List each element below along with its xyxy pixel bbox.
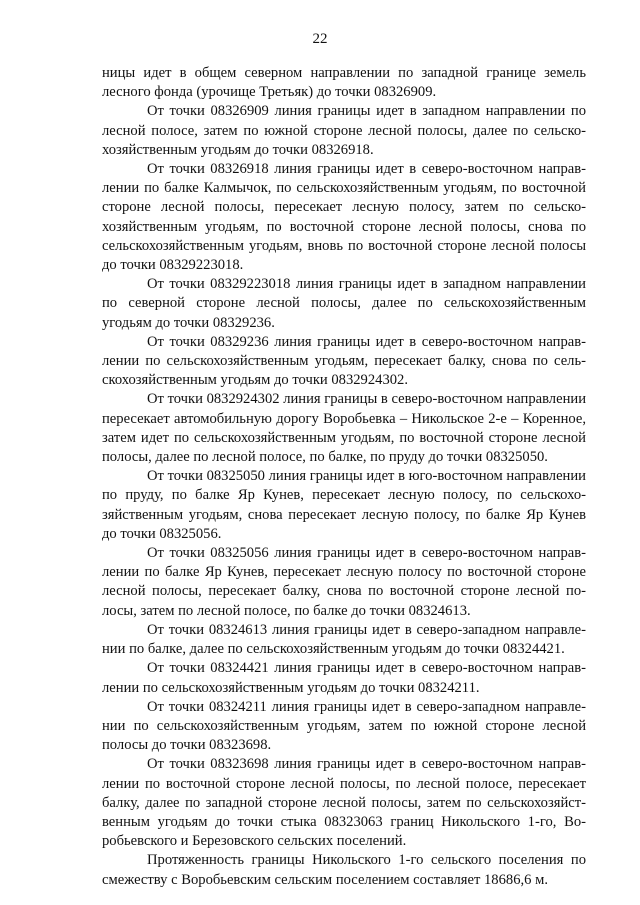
paragraph-6: От точки 0832924302 линия границы в северо-восточном направлении пересекает автомобильную дорогу Воробьевка – Никольское 2-е – Коренное, затем идет по сельскохозяйственным угодьям, по восточной стороне лесной полосы, далее по лесной полосе, по балке, по пруду до точки 08325050.	[102, 391, 586, 466]
paragraph-12: От точки 08323698 линия границы идет в северо-восточном направлении по восточной стороне лесной полосы, по лесной полосе, пересекает балку, далее по западной стороне лесной полосы, затем по сельскохозяйственным угодьям до точки стыка 08323063 границ Никольского 1-го, Воробьевского и Березовского сельских поселений.	[102, 756, 586, 850]
page-number: 22	[312, 31, 328, 47]
paragraph-8: От точки 08325056 линия границы идет в северо-восточном направлении по балке Яр Кунев, пересекает лесную полосу по восточной стороне лесной полосы, пересекает балку, снова по восточной стороне лесной полосы, затем по лесной полосе, по балке до точки 08324613.	[102, 545, 586, 619]
paragraph-2: От точки 08326909 линия границы идет в западном направлении по лесной полосе, затем по южной стороне лесной полосы, далее по сельскохозяйственным угодьям до точки 08326918.	[102, 103, 586, 158]
paragraph-7: От точки 08325050 линия границы идет в юго-восточном направлении по пруду, по балке Яр Кунев, пересекает лесную полосу, по сельскохозяйственным угодьям, снова пересекает лесную полосу, по балке Яр Кунев до точки 08325056.	[102, 468, 586, 542]
paragraph-3: От точки 08326918 линия границы идет в северо-восточном направлении по балке Калмычок, по сельскохозяйственным угодьям, по восточной стороне лесной полосы, пересекает лесную полосу, затем по сельскохозяйственным угодьям, по восточной стороне лесной полосы, снова по сельскохозяйственным угодьям, вновь по восточной стороне лесной полосы до точки 08329223018.	[102, 161, 586, 274]
document-body	[102, 64, 586, 890]
paragraph-9: От точки 08324613 линия границы идет в северо-западном направлении по балке, далее по сельскохозяйственным угодьям до точки 08324421.	[102, 621, 586, 658]
paragraph-11: От точки 08324211 линия границы идет в северо-западном направлении по сельскохозяйственным угодьям, затем по южной стороне лесной полосы до точки 08323698.	[102, 698, 586, 754]
paragraph-10: От точки 08324421 линия границы идет в северо-восточном направлении по сельскохозяйственным угодьям до точки 08324211.	[102, 660, 586, 696]
paragraph-4: От точки 08329223018 линия границы идет в западном направлении по северной стороне лесной полосы, далее по сельскохозяйственным угодьям до точки 08329236.	[102, 276, 586, 331]
paragraph-5: От точки 08329236 линия границы идет в северо-восточном направлении по сельскохозяйственным угодьям, пересекает балку, снова по сельскохозяйственным угодьям до точки 0832924302.	[102, 333, 586, 389]
paragraph-13: Протяженность границы Никольского 1-го сельского поселения по смежеству с Воробьевским сельским поселением составляет 18686,6 м.	[102, 852, 586, 888]
paragraph-1: ницы идет в общем северном направлении по западной границе земель лесного фонда (урочище Третьяк) до точки 08326909.	[102, 65, 586, 101]
